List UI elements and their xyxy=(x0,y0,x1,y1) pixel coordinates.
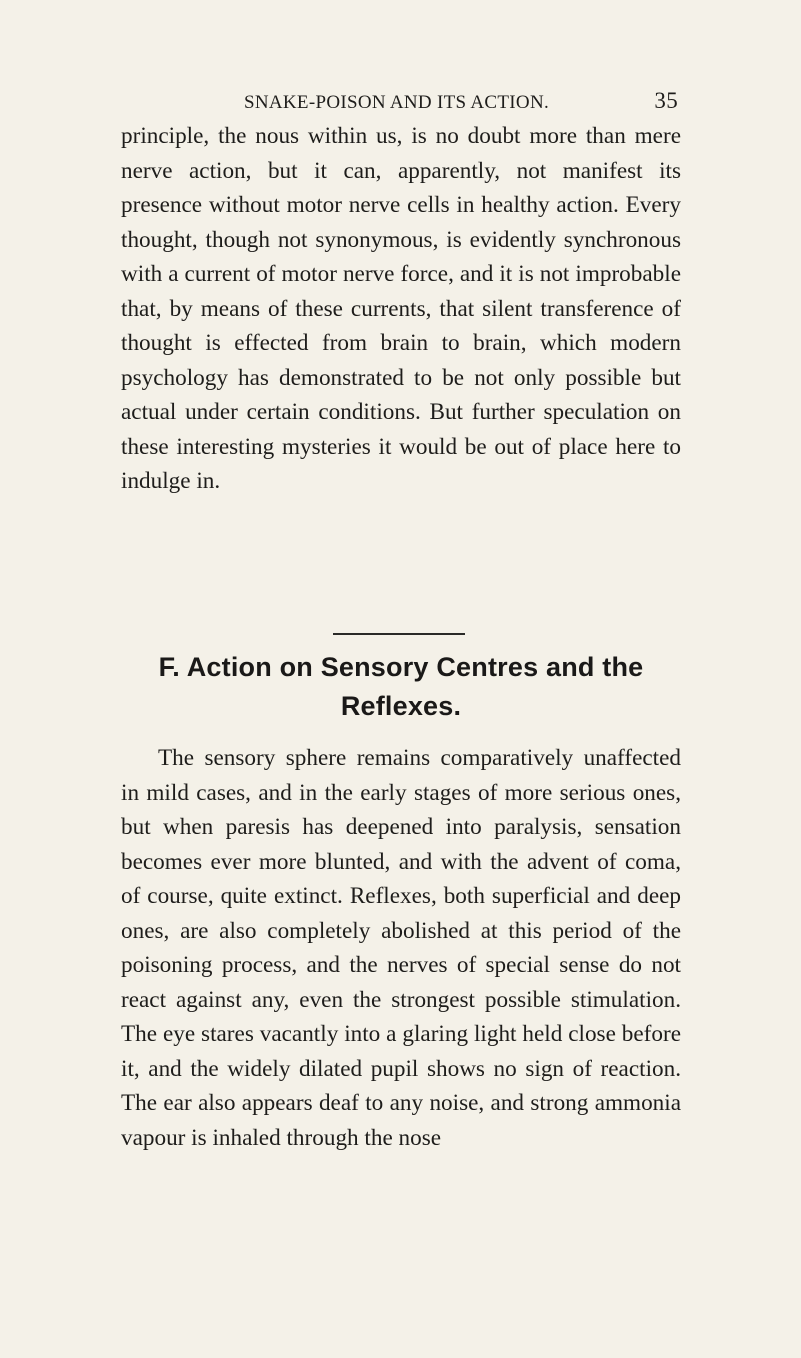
page-number: 35 xyxy=(654,88,678,113)
section-divider xyxy=(333,633,465,635)
running-head xyxy=(244,88,678,118)
body-paragraph-1: principle, the nous within us, is no doubt more than mere nerve action, but it can, apparently, not manifest its presence without motor nerve cells in healthy action. Every thought, though not synonymous, is evidently synchronous with a current of motor nerve force, and it is not improbable that, by means of these currents, that silent transference of thought is effected from brain to brain, which modern psychology has demonstrated to be not only possible but actual under certain conditions. But further speculation on these interesting mysteries it would be out of place here to indulge in. xyxy=(121,123,681,494)
section-heading: F. Action on Sensory Centres and the Reflexes. xyxy=(158,652,644,721)
running-title: SNAKE-POISON AND ITS ACTION. xyxy=(244,92,550,113)
body-paragraph-2: The sensory sphere remains comparatively unaffected in mild cases, and in the early stages of more serious ones, but when paresis has deepened into paralysis, sensation becomes ever more blunted, and with the advent of coma, of course, quite extinct. Reflexes, both superficial and deep ones, are also completely abolished at this period of the poisoning process, and the nerves of special sense do not react against any, even the strongest possible stimulation. The eye stares vacantly into a glaring light held close before it, and the widely dilated pupil shows no sign of reaction. The ear also appears deaf to any noise, and strong ammonia vapour is inhaled through the nose xyxy=(121,745,681,1151)
